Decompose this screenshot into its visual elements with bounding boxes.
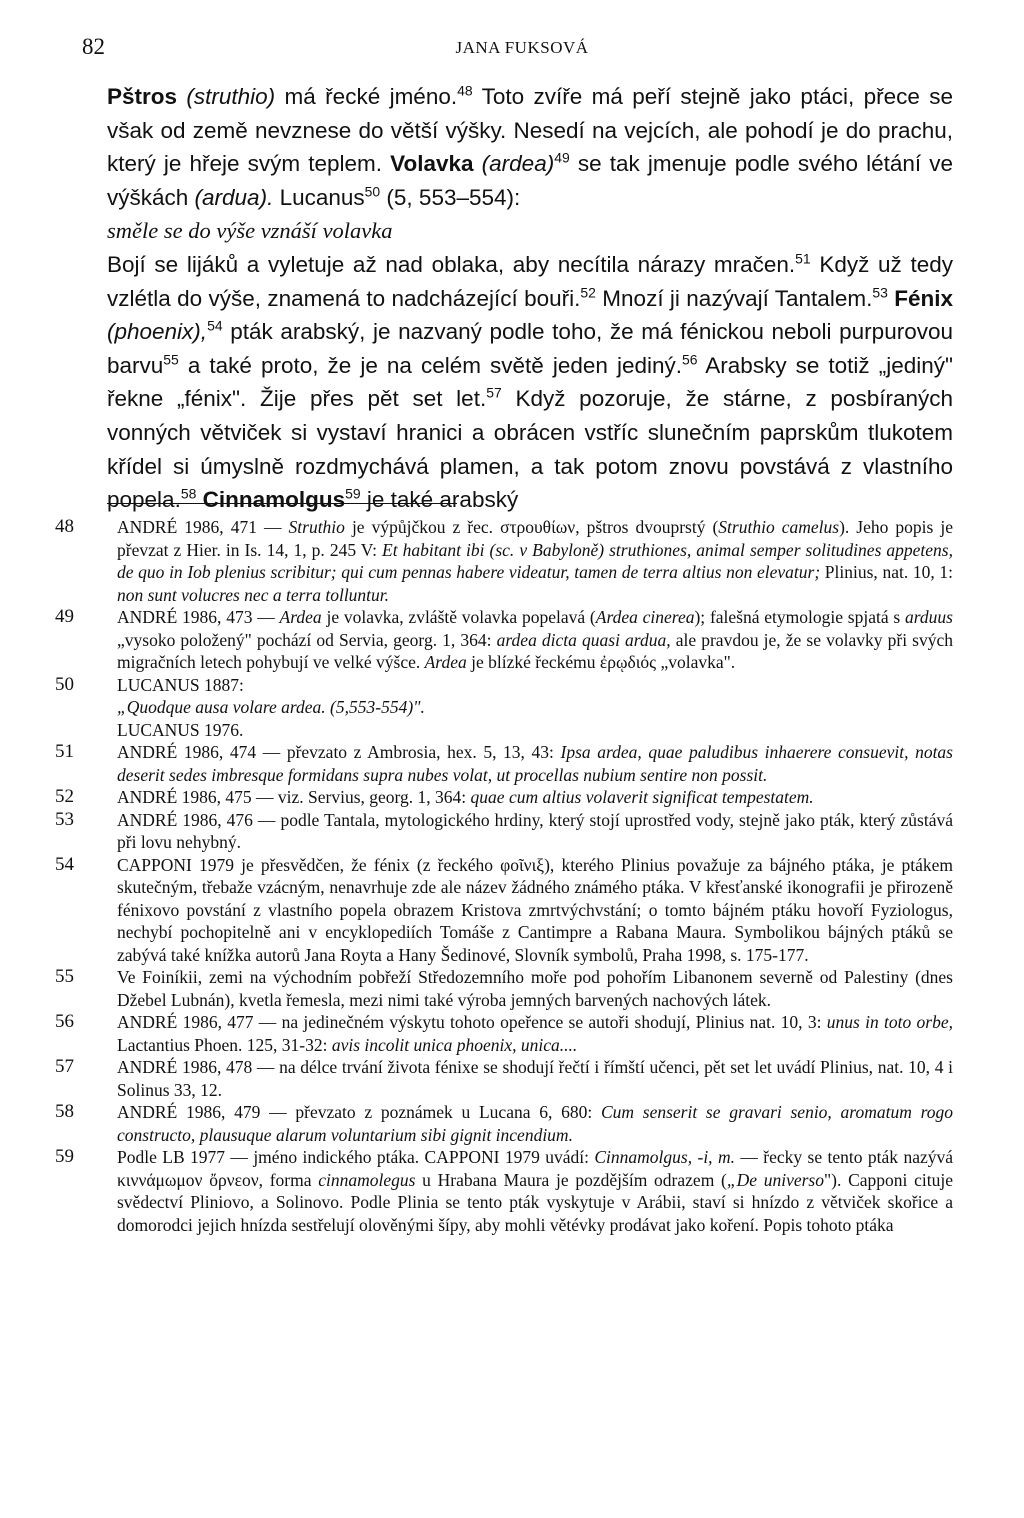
footnote-number: 54: [55, 853, 74, 875]
footnote-text: "). Capponi cituje svědectví Pliniovo, a Solinovo. Podle Plinia se tento pták vyskytuje v Arábii, staví si hnízdo z větviček skořice a domorodci jejich hnízda sestřelují olověnými šípy, aby mohli větévky prodávat jako koření. Popis tohoto ptáka: [117, 1169, 953, 1235]
footnote-number: 51: [55, 741, 74, 762]
footnote-body: [117, 1057, 953, 1100]
latin-struthio: (struthio): [186, 84, 276, 109]
footnote-text: ANDRÉ 1986, 471 —: [117, 517, 289, 537]
footnote-number: 53: [55, 808, 74, 830]
footnote-line: [117, 674, 953, 697]
footnote-italic-text: Struthio camelus: [718, 517, 840, 537]
text-span: Bojí se lijáků a vyletuje až nad oblaka, aby necítila nárazy mračen.: [107, 251, 796, 277]
footnote-53: [55, 809, 953, 854]
footnote-italic-text: avis incolit unica phoenix, unica....: [331, 1034, 578, 1055]
text-span: je také arabský: [360, 487, 519, 513]
footnote-text: LUCANUS 1887:: [117, 674, 244, 695]
footnote-text: „vysoko položený" pochází od Servia, georg. 1, 364:: [117, 629, 497, 650]
footnote-italic-text: Cinnamolgus, -i, m.: [594, 1147, 735, 1167]
text-span: se tak jmenuje podle svého létání ve výškách: [107, 151, 953, 210]
text-span: Toto zvíře má peří stejně jako ptáci, přece se však od země nevznese do větší výšky. Nesedí na vejcích, ale pohodí je do prachu, který je hřeje svým teplem.: [107, 84, 953, 177]
text-span: má řecké jméno.: [275, 84, 458, 109]
footnote-ref-57: 57: [486, 384, 502, 401]
footnote-text: ANDRÉ 1986, 475 — viz. Servius, georg. 1, 364:: [117, 787, 471, 807]
footnote-italic-text: Et habitant ibi (sc. v Babyloně) struthiones, animal semper solitudines appetens, de quo in Iob plenius scribitur; qui cum pennas habere videatur, tamen de terra altius non elevatur;: [117, 539, 953, 582]
footnote-text: je výpůjčkou z řec. στρουθίων, pštros dvouprstý (: [344, 517, 719, 537]
footnote-text: ANDRÉ 1986, 473 —: [117, 607, 280, 627]
footnote-ref-48: 48: [457, 82, 473, 99]
footnote-italic-text: cinnamolegus: [318, 1169, 416, 1190]
footnote-number: 57: [55, 1056, 74, 1077]
footnote-ref-56: 56: [681, 351, 698, 368]
text-span: Když už tedy vzlétla do výše, znamená to nadcházející bouři.: [107, 251, 953, 311]
footnote-number: 56: [55, 1011, 74, 1032]
main-paragraph: [107, 80, 953, 517]
footnote-italic-text: unus in toto orbe,: [826, 1012, 953, 1032]
footnote-number: 55: [55, 966, 74, 987]
running-head: JANA FUKSOVÁ: [455, 38, 589, 57]
footnote-line: [117, 696, 953, 719]
footnote-text: u Hrabana Maura je pozdějším odrazem (: [415, 1169, 727, 1190]
footnote-italic-text: quae cum altius volaverit significat tempestatem.: [470, 787, 814, 807]
text-span: pták arabský, je nazvaný podle toho, že má fénickou neboli purpurovou barvu: [107, 319, 953, 378]
footnote-rule: [107, 503, 457, 504]
text-span: Když pozoruje, že stárne, z posbíraných vonných větviček si vystaví hranici a obrácen vstříc slunečním paprskům tlukotem křídel si úmyslně rozdmychává plamen, a tak potom znovu povstává z vlastního popela.: [107, 386, 953, 513]
text-span: Lucanus: [273, 184, 365, 210]
footnote-number: 48: [55, 516, 74, 537]
footnote-italic-text: arduus: [905, 607, 953, 627]
footnote-text: ). Jeho popis je převzat z Hier. in Is. 14, 1, p. 245 V:: [117, 517, 953, 560]
footnote-text: CAPPONI 1979 je přesvědčen, že fénix (z řeckého φοῖνιξ), kterého Plinius považuje za bájného ptáka, je ptákem skutečným, třebaže vzácným, nenavrhuje zde ale název žádného známého ptáka. V křesťanské ikonografii je přirozeně fénixovo povstání z vlastního popela obrazem Kristova zmrtvýchvstání; o tomto bájném ptáku hovoří Fyziologus, nechybí pochopitelně ani v encyklopediích Tomáše z Cantimpre a Rabana Maura. Symbolikou bájných ptáků se zabývá také knížka autorů Jana Royta a Hany Šedinové, Slovník symbolů, Praha 1998, s. 175-177.: [117, 854, 953, 965]
footnote-body: [117, 810, 953, 853]
footnote-text: — řecky se tento pták nazývá κιννάμωμον ὄρνεον, forma: [117, 1147, 953, 1190]
page-header: [82, 34, 962, 58]
footnote-50: [55, 674, 953, 742]
footnote-italic-text: Ardea: [424, 652, 467, 672]
footnote-body: [117, 855, 953, 965]
footnote-ref-52: 52: [580, 283, 596, 300]
footnote-number: 49: [55, 606, 74, 627]
footnote-italic-text: „De universo: [726, 1169, 824, 1190]
page-number: 82: [82, 34, 105, 59]
footnote-italic-text: Ardea cinerea: [595, 607, 695, 627]
text-span: Mnozí ji nazývají Tantalem.: [595, 285, 873, 311]
footnote-ref-58: 58: [180, 485, 197, 502]
term-cinnamolgus: Cinnamolgus: [196, 487, 346, 513]
term-heron: Volavka: [390, 151, 474, 177]
footnotes: [55, 516, 953, 1236]
latin-ardua: (ardua).: [194, 184, 274, 210]
footnote-ref-50: 50: [364, 183, 381, 200]
footnote-body: [117, 967, 953, 1010]
footnote-italic-text: „Quodque ausa volare ardea. (5,553-554)".: [117, 697, 425, 717]
footnote-ref-53: 53: [872, 283, 888, 300]
footnote-text: ANDRÉ 1986, 474 — převzato z Ambrosia, hex. 5, 13, 43:: [117, 742, 561, 762]
footnote-text: Lactantius Phoen. 125, 31-32:: [117, 1034, 332, 1055]
latin-ardea: (ardea): [481, 151, 555, 177]
footnote-text: Ve Foiníkii, zemi na východním pobřeží Středozemního moře pod pohořím Libanonem severně od Palestiny (dnes Džebel Lubnán), kvetla řemesla, mezi nimi také výroba jemných barvených nachových látek.: [117, 967, 953, 1010]
footnote-body: [117, 1102, 953, 1145]
footnote-italic-text: Cum senserit se gravari senio, aromatum rogo constructo, plausuque alarum voluntarium sibi gignit incendium.: [117, 1102, 953, 1145]
footnote-text: Plinius, nat. 10, 1:: [820, 562, 953, 582]
footnote-text: Podle LB 1977 — jméno indického ptáka. CAPPONI 1979 uvádí:: [117, 1147, 595, 1167]
footnote-italic-text: ardea dicta quasi ardua,: [496, 629, 671, 650]
footnote-italic-text: Ardea: [279, 607, 322, 627]
main-text: [107, 80, 953, 517]
footnote-52: [55, 786, 953, 809]
footnote-ref-49: 49: [554, 149, 570, 166]
footnote-number: 59: [55, 1146, 74, 1167]
text-span: (5, 553–554):: [380, 184, 521, 210]
footnote-text: ANDRÉ 1986, 476 — podle Tantala, mytologického hrdiny, který stojí uprostřed vody, stejně jako pták, který zůstává při lovu nehybný.: [117, 809, 953, 852]
footnote-italic-text: Struthio: [288, 517, 345, 537]
footnote-text: ANDRÉ 1986, 477 — na jedinečném výskytu tohoto opeřence se autoři shodují, Plinius nat. 10, 3:: [117, 1012, 827, 1032]
footnote-text: ANDRÉ 1986, 479 — převzato z poznámek u Lucana 6, 680:: [117, 1102, 601, 1122]
text-span: a také proto, že je na celém světě jeden jediný.: [178, 352, 682, 378]
footnote-text: je volavka, zvláště volavka popelavá (: [321, 607, 596, 627]
footnote-text: ); falešná etymologie spjatá s: [694, 607, 906, 627]
footnote-56: [55, 1011, 953, 1056]
footnote-54: [55, 854, 953, 967]
footnote-text: ale pravdou je, že se volavky při svých migračních letech pohybují ve velké výšce.: [117, 629, 953, 672]
footnote-48: [55, 516, 953, 606]
footnote-number: 58: [55, 1101, 74, 1122]
footnote-ref-54: 54: [207, 317, 223, 334]
footnote-body: [117, 1012, 953, 1055]
footnote-body: [117, 607, 953, 672]
footnote-italic-text: Ipsa ardea, quae paludibus inhaerere consuevit, notas deserit sedes imbresque formidans supra nubes volat, ut procellas nubium sentire non possit.: [117, 742, 953, 785]
footnote-51: [55, 741, 953, 786]
footnote-text: ANDRÉ 1986, 478 — na délce trvání života fénixe se shodují řečtí i římští učenci, pět set let uvádí Plinius, nat. 10, 4 i Solinus 33, 12.: [117, 1057, 953, 1100]
footnote-ref-55: 55: [163, 351, 179, 368]
footnote-line: [117, 719, 953, 742]
verse-quote: směle se do výše vznáší volavka: [107, 218, 393, 244]
footnote-italic-text: non sunt volucres nec a terra tolluntur.: [117, 584, 390, 605]
footnote-number: 52: [55, 786, 74, 807]
footnote-55: [55, 966, 953, 1011]
footnote-text: LUCANUS 1976.: [117, 719, 244, 740]
latin-phoenix: (phoenix),: [107, 319, 208, 345]
footnote-body: [117, 517, 953, 605]
footnote-ref-59: 59: [345, 485, 361, 502]
footnote-57: [55, 1056, 953, 1101]
footnote-49: [55, 606, 953, 674]
footnote-body: [117, 787, 814, 807]
footnote-body: [117, 742, 953, 785]
term-phoenix: Fénix: [887, 285, 953, 311]
footnote-58: [55, 1101, 953, 1146]
term-ostrich: Pštros: [107, 84, 178, 109]
footnote-59: [55, 1146, 953, 1236]
footnote-text: je blízké řeckému ἐρῳδιός „volavka".: [466, 652, 736, 672]
footnote-body: [117, 1147, 953, 1235]
text-span: Arabsky se totiž „jediný" řekne „fénix". Žije přes pět set let.: [107, 352, 953, 412]
footnote-number: 50: [55, 673, 74, 695]
footnote-ref-51: 51: [795, 250, 811, 267]
